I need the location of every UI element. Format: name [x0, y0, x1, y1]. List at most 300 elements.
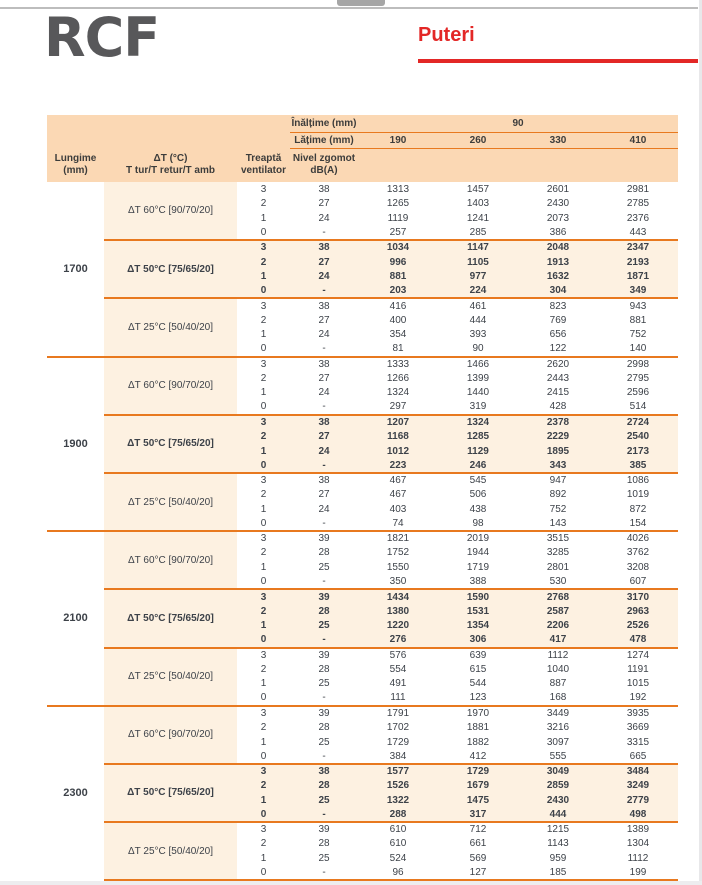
- treapta-cell: 0: [237, 517, 290, 532]
- zgomot-cell: 28: [290, 546, 358, 561]
- treapta-cell: 3: [237, 531, 290, 546]
- value-cell: 544: [438, 677, 518, 692]
- value-cell: 752: [518, 502, 598, 517]
- value-cell: 1729: [358, 735, 438, 750]
- value-cell: 1322: [358, 793, 438, 808]
- treapta-cell: 1: [237, 735, 290, 750]
- value-cell: 1590: [438, 589, 518, 604]
- value-cell: 1719: [438, 560, 518, 575]
- value-cell: 3049: [518, 764, 598, 779]
- value-cell: 712: [438, 822, 518, 837]
- treapta-cell: 1: [237, 269, 290, 284]
- value-cell: 1882: [438, 735, 518, 750]
- zgomot-cell: 28: [290, 778, 358, 793]
- value-cell: 2229: [518, 429, 598, 444]
- value-cell: 2981: [598, 182, 678, 197]
- dt-cell: ΔT 50°C [75/65/20]: [104, 240, 237, 298]
- zgomot-cell: -: [290, 633, 358, 648]
- value-cell: 1475: [438, 793, 518, 808]
- value-cell: 514: [598, 400, 678, 415]
- value-cell: 2724: [598, 415, 678, 430]
- dt-cell: ΔT 25°C [50/40/20]: [104, 648, 237, 706]
- value-cell: 2443: [518, 371, 598, 386]
- col-header-treapta: [237, 148, 290, 182]
- value-cell: 3249: [598, 778, 678, 793]
- treapta-cell: 0: [237, 749, 290, 764]
- value-cell: 1191: [598, 662, 678, 677]
- treapta-cell: 3: [237, 589, 290, 604]
- value-cell: 1143: [518, 837, 598, 852]
- value-cell: 1015: [598, 677, 678, 692]
- value-cell: 959: [518, 851, 598, 866]
- treapta-cell: 2: [237, 255, 290, 270]
- col-header-lungime: [47, 148, 104, 182]
- value-cell: 1440: [438, 386, 518, 401]
- value-cell: 3097: [518, 735, 598, 750]
- zgomot-cell: 28: [290, 662, 358, 677]
- value-cell: 416: [358, 298, 438, 313]
- treapta-cell: 3: [237, 648, 290, 663]
- value-cell: 1871: [598, 269, 678, 284]
- value-cell: 1752: [358, 546, 438, 561]
- value-cell: 1119: [358, 211, 438, 226]
- value-cell: 1354: [438, 618, 518, 633]
- treapta-cell: 1: [237, 502, 290, 517]
- value-cell: 491: [358, 677, 438, 692]
- value-cell: 1881: [438, 720, 518, 735]
- value-cell: 3315: [598, 735, 678, 750]
- value-cell: 530: [518, 575, 598, 590]
- value-cell: 2206: [518, 618, 598, 633]
- col-header-dt: [104, 148, 237, 182]
- value-cell: 417: [518, 633, 598, 648]
- value-cell: 576: [358, 648, 438, 663]
- value-cell: 943: [598, 298, 678, 313]
- value-cell: 1304: [598, 837, 678, 852]
- value-cell: 639: [438, 648, 518, 663]
- col-header-line: Lungime: [54, 152, 97, 164]
- value-cell: 1168: [358, 429, 438, 444]
- value-cell: 661: [438, 837, 518, 852]
- value-cell: 246: [438, 458, 518, 473]
- col-header-line: T tur/T retur/T amb: [126, 165, 215, 176]
- value-cell: 223: [358, 458, 438, 473]
- value-cell: 1215: [518, 822, 598, 837]
- value-cell: 1466: [438, 357, 518, 372]
- value-cell: 1274: [598, 648, 678, 663]
- treapta-cell: 0: [237, 866, 290, 881]
- value-cell: 872: [598, 502, 678, 517]
- table-row: [47, 182, 678, 197]
- value-cell: 2430: [518, 197, 598, 212]
- zgomot-cell: 28: [290, 837, 358, 852]
- value-cell: 1285: [438, 429, 518, 444]
- value-cell: 306: [438, 633, 518, 648]
- value-cell: 1702: [358, 720, 438, 735]
- value-cell: 610: [358, 837, 438, 852]
- zgomot-cell: 25: [290, 618, 358, 633]
- value-cell: 2601: [518, 182, 598, 197]
- value-cell: 288: [358, 808, 438, 823]
- treapta-cell: 2: [237, 837, 290, 852]
- dt-cell: ΔT 60°C [90/70/20]: [104, 531, 237, 589]
- zgomot-cell: 39: [290, 706, 358, 721]
- treapta-cell: 2: [237, 197, 290, 212]
- treapta-cell: 2: [237, 778, 290, 793]
- treapta-cell: 1: [237, 327, 290, 342]
- value-cell: 610: [358, 822, 438, 837]
- table-row: [47, 589, 678, 604]
- value-cell: 1970: [438, 706, 518, 721]
- dt-cell: ΔT 25°C [50/40/20]: [104, 473, 237, 531]
- value-cell: 90: [438, 342, 518, 357]
- zgomot-cell: 27: [290, 255, 358, 270]
- treapta-cell: 3: [237, 822, 290, 837]
- value-cell: 192: [598, 691, 678, 706]
- value-cell: 2859: [518, 778, 598, 793]
- value-cell: 444: [438, 313, 518, 328]
- table-row: [47, 240, 678, 255]
- value-cell: 297: [358, 400, 438, 415]
- treapta-cell: 3: [237, 473, 290, 488]
- value-cell: 3170: [598, 589, 678, 604]
- col-header-line: Treaptă: [245, 152, 282, 164]
- table-row: [47, 531, 678, 546]
- section-title: Puteri: [418, 24, 475, 46]
- value-cell: 304: [518, 284, 598, 299]
- treapta-cell: 3: [237, 357, 290, 372]
- treapta-cell: 2: [237, 371, 290, 386]
- value-cell: 461: [438, 298, 518, 313]
- zgomot-cell: 38: [290, 240, 358, 255]
- treapta-cell: 0: [237, 400, 290, 415]
- value-cell: 3285: [518, 546, 598, 561]
- brand-logo: RCF: [44, 6, 160, 69]
- value-cell: 555: [518, 749, 598, 764]
- value-cell: 1577: [358, 764, 438, 779]
- dt-cell: ΔT 50°C [75/65/20]: [104, 415, 237, 473]
- treapta-cell: 3: [237, 240, 290, 255]
- value-cell: 224: [438, 284, 518, 299]
- zgomot-cell: -: [290, 342, 358, 357]
- value-cell: 467: [358, 487, 438, 502]
- value-cell: 498: [598, 808, 678, 823]
- treapta-cell: 1: [237, 560, 290, 575]
- value-cell: 403: [358, 502, 438, 517]
- value-cell: 2430: [518, 793, 598, 808]
- treapta-cell: 0: [237, 633, 290, 648]
- value-cell: 1112: [598, 851, 678, 866]
- value-cell: 412: [438, 749, 518, 764]
- value-cell: 1086: [598, 473, 678, 488]
- value-cell: 2347: [598, 240, 678, 255]
- treapta-cell: 0: [237, 458, 290, 473]
- zgomot-cell: 25: [290, 851, 358, 866]
- treapta-cell: 2: [237, 487, 290, 502]
- zgomot-cell: -: [290, 226, 358, 241]
- value-cell: 2048: [518, 240, 598, 255]
- value-cell: 203: [358, 284, 438, 299]
- header-spacer: [47, 132, 290, 148]
- value-cell: 2378: [518, 415, 598, 430]
- treapta-cell: 2: [237, 546, 290, 561]
- value-cell: 3449: [518, 706, 598, 721]
- value-cell: 393: [438, 327, 518, 342]
- col-header-line: Nivel zgomot: [292, 152, 356, 164]
- value-cell: 887: [518, 677, 598, 692]
- value-cell: 615: [438, 662, 518, 677]
- value-cell: 2801: [518, 560, 598, 575]
- table-row: [47, 706, 678, 721]
- value-cell: 1324: [358, 386, 438, 401]
- value-cell: 2376: [598, 211, 678, 226]
- zgomot-cell: 27: [290, 487, 358, 502]
- value-cell: 524: [358, 851, 438, 866]
- value-cell: 1913: [518, 255, 598, 270]
- value-cell: 823: [518, 298, 598, 313]
- treapta-cell: 0: [237, 284, 290, 299]
- width-header-value: 260: [438, 132, 518, 148]
- table-header: [47, 115, 678, 182]
- zgomot-cell: 24: [290, 211, 358, 226]
- treapta-cell: 1: [237, 444, 290, 459]
- value-cell: 168: [518, 691, 598, 706]
- value-cell: 2415: [518, 386, 598, 401]
- zgomot-cell: 38: [290, 473, 358, 488]
- zgomot-cell: -: [290, 284, 358, 299]
- treapta-cell: 3: [237, 182, 290, 197]
- header-spacer: [47, 115, 290, 132]
- value-cell: 1632: [518, 269, 598, 284]
- value-cell: 3669: [598, 720, 678, 735]
- value-cell: 343: [518, 458, 598, 473]
- value-cell: 1129: [438, 444, 518, 459]
- value-cell: 1380: [358, 604, 438, 619]
- value-cell: 881: [358, 269, 438, 284]
- value-cell: 1324: [438, 415, 518, 430]
- section-underline: [418, 59, 698, 63]
- treapta-cell: 0: [237, 575, 290, 590]
- value-cell: 428: [518, 400, 598, 415]
- table-row: [47, 473, 678, 488]
- value-cell: 1112: [518, 648, 598, 663]
- value-cell: 1333: [358, 357, 438, 372]
- zgomot-cell: 39: [290, 531, 358, 546]
- page-bottom-edge: [0, 881, 702, 885]
- zgomot-cell: 38: [290, 298, 358, 313]
- lungime-cell: 1700: [47, 182, 104, 357]
- treapta-cell: 3: [237, 764, 290, 779]
- value-cell: 478: [598, 633, 678, 648]
- value-cell: 554: [358, 662, 438, 677]
- treapta-cell: 2: [237, 662, 290, 677]
- value-cell: 1550: [358, 560, 438, 575]
- zgomot-cell: 25: [290, 677, 358, 692]
- value-cell: 3515: [518, 531, 598, 546]
- zgomot-cell: -: [290, 575, 358, 590]
- value-cell: 154: [598, 517, 678, 532]
- value-cell: 1679: [438, 778, 518, 793]
- value-cell: 3935: [598, 706, 678, 721]
- value-cell: 388: [438, 575, 518, 590]
- value-cell: 140: [598, 342, 678, 357]
- dt-cell: ΔT 50°C [75/65/20]: [104, 764, 237, 822]
- treapta-cell: 1: [237, 386, 290, 401]
- zgomot-cell: 24: [290, 386, 358, 401]
- value-cell: 2998: [598, 357, 678, 372]
- value-cell: 1531: [438, 604, 518, 619]
- table-row: [47, 298, 678, 313]
- zgomot-cell: 24: [290, 327, 358, 342]
- value-cell: 1895: [518, 444, 598, 459]
- value-cell: 2779: [598, 793, 678, 808]
- treapta-cell: 2: [237, 429, 290, 444]
- value-cell: 2620: [518, 357, 598, 372]
- value-cell: 2768: [518, 589, 598, 604]
- value-cell: 1457: [438, 182, 518, 197]
- dt-cell: ΔT 60°C [90/70/20]: [104, 182, 237, 240]
- zgomot-cell: -: [290, 749, 358, 764]
- value-cell: 2596: [598, 386, 678, 401]
- value-cell: 438: [438, 502, 518, 517]
- value-cell: 769: [518, 313, 598, 328]
- zgomot-cell: 39: [290, 822, 358, 837]
- col-header-line: dB(A): [310, 165, 338, 177]
- height-header-label: Înălțime (mm): [290, 115, 358, 132]
- value-cell: 2173: [598, 444, 678, 459]
- value-cell: 892: [518, 487, 598, 502]
- zgomot-cell: 24: [290, 444, 358, 459]
- dt-cell: ΔT 25°C [50/40/20]: [104, 822, 237, 880]
- table-row: [47, 415, 678, 430]
- value-cell: 977: [438, 269, 518, 284]
- value-cell: 2963: [598, 604, 678, 619]
- value-cell: 1265: [358, 197, 438, 212]
- dt-cell: ΔT 60°C [90/70/20]: [104, 357, 237, 415]
- value-cell: 4026: [598, 531, 678, 546]
- value-cell: 607: [598, 575, 678, 590]
- value-cell: 1241: [438, 211, 518, 226]
- zgomot-cell: 27: [290, 197, 358, 212]
- value-cell: 122: [518, 342, 598, 357]
- value-cell: 2526: [598, 618, 678, 633]
- zgomot-cell: 39: [290, 648, 358, 663]
- zgomot-cell: -: [290, 691, 358, 706]
- value-cell: 185: [518, 866, 598, 881]
- value-cell: 947: [518, 473, 598, 488]
- value-cell: 98: [438, 517, 518, 532]
- width-header-label: Lățime (mm): [290, 132, 358, 148]
- value-cell: 3216: [518, 720, 598, 735]
- value-cell: 143: [518, 517, 598, 532]
- value-cell: 444: [518, 808, 598, 823]
- col-header-line: (mm): [63, 165, 88, 176]
- treapta-cell: 0: [237, 691, 290, 706]
- power-table: [47, 115, 678, 881]
- value-cell: 384: [358, 749, 438, 764]
- value-cell: 569: [438, 851, 518, 866]
- col-header-line: ΔT (°C): [153, 152, 188, 164]
- value-cell: 127: [438, 866, 518, 881]
- value-cell: 1313: [358, 182, 438, 197]
- value-cell: 665: [598, 749, 678, 764]
- value-cell: 354: [358, 327, 438, 342]
- zgomot-cell: -: [290, 458, 358, 473]
- value-cell: 2193: [598, 255, 678, 270]
- zgomot-cell: 28: [290, 720, 358, 735]
- treapta-cell: 1: [237, 618, 290, 633]
- value-cell: 386: [518, 226, 598, 241]
- value-cell: 1526: [358, 778, 438, 793]
- value-cell: 3762: [598, 546, 678, 561]
- treapta-cell: 1: [237, 793, 290, 808]
- zgomot-cell: 27: [290, 313, 358, 328]
- zgomot-cell: 38: [290, 357, 358, 372]
- treapta-cell: 1: [237, 851, 290, 866]
- value-cell: 257: [358, 226, 438, 241]
- header-spacer: [358, 148, 678, 182]
- value-cell: 199: [598, 866, 678, 881]
- zgomot-cell: 27: [290, 429, 358, 444]
- table-body: [47, 182, 678, 880]
- zgomot-cell: 27: [290, 371, 358, 386]
- table-row: [47, 357, 678, 372]
- zgomot-cell: 38: [290, 764, 358, 779]
- value-cell: 2540: [598, 429, 678, 444]
- value-cell: 1389: [598, 822, 678, 837]
- value-cell: 317: [438, 808, 518, 823]
- value-cell: 1434: [358, 589, 438, 604]
- value-cell: 1147: [438, 240, 518, 255]
- value-cell: 1220: [358, 618, 438, 633]
- zgomot-cell: 28: [290, 604, 358, 619]
- value-cell: 545: [438, 473, 518, 488]
- value-cell: 752: [598, 327, 678, 342]
- dt-cell: ΔT 60°C [90/70/20]: [104, 706, 237, 764]
- col-header-line: ventilator: [240, 165, 286, 176]
- treapta-cell: 3: [237, 706, 290, 721]
- value-cell: 319: [438, 400, 518, 415]
- value-cell: 1207: [358, 415, 438, 430]
- value-cell: 1105: [438, 255, 518, 270]
- lungime-cell: 2300: [47, 706, 104, 881]
- treapta-cell: 0: [237, 808, 290, 823]
- value-cell: 276: [358, 633, 438, 648]
- value-cell: 506: [438, 487, 518, 502]
- value-cell: 2073: [518, 211, 598, 226]
- value-cell: 2795: [598, 371, 678, 386]
- treapta-cell: 0: [237, 226, 290, 241]
- treapta-cell: 2: [237, 313, 290, 328]
- value-cell: 1399: [438, 371, 518, 386]
- lungime-cell: 1900: [47, 357, 104, 532]
- treapta-cell: 2: [237, 720, 290, 735]
- value-cell: 996: [358, 255, 438, 270]
- value-cell: 285: [438, 226, 518, 241]
- value-cell: 1012: [358, 444, 438, 459]
- value-cell: 2785: [598, 197, 678, 212]
- value-cell: 349: [598, 284, 678, 299]
- value-cell: 1266: [358, 371, 438, 386]
- value-cell: 111: [358, 691, 438, 706]
- treapta-cell: 3: [237, 415, 290, 430]
- col-header-zgomot: [290, 148, 358, 182]
- value-cell: 1019: [598, 487, 678, 502]
- zgomot-cell: 25: [290, 560, 358, 575]
- zgomot-cell: -: [290, 866, 358, 881]
- width-header-value: 410: [598, 132, 678, 148]
- value-cell: 81: [358, 342, 438, 357]
